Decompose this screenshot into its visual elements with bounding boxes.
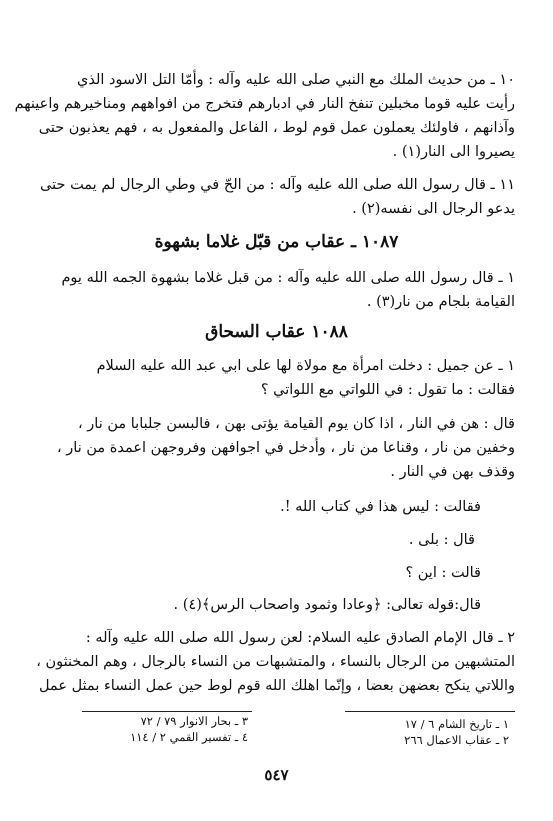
text-line: ٢ ـ قال الإمام الصادق عليه السلام: لعن رسول الله صلى الله عليه وآله : bbox=[85, 630, 515, 646]
section-heading: ١٠٨٨ عقاب السحاق bbox=[205, 322, 348, 342]
text-line: القيامة بلجام من نار(٣) . bbox=[366, 294, 515, 310]
footnote: ٢ ـ عقاب الاعمال ٢٦٦ bbox=[404, 733, 509, 747]
text-line: واللاتي ينكح بعضهن بعضا ، وإنّما اهلك الله قوم لوط حين عمل النساء بمثل عمل bbox=[38, 678, 515, 694]
section-heading: ١٠٨٧ ـ عقاب من قبّل غلاما بشهوة bbox=[154, 232, 399, 252]
text-line: رأيت عليه قوما مخبلين تنفخ النار في ادبارهم فتخرج من افواههم ومناخيرهم واعينهم bbox=[14, 96, 515, 112]
text-line: قال : هن في النار ، اذا كان يوم القيامة يؤتى بهن ، فالبسن جلبابا من نار ، bbox=[77, 416, 515, 432]
text-line: وقذف بهن في النار . bbox=[390, 464, 515, 480]
text-line: يدعو الرجال الى نفسه(٢) . bbox=[352, 201, 515, 217]
page-number: ٥٤٧ bbox=[264, 766, 289, 784]
footnote: ٤ ـ تفسير القمي ٢ / ١١٤ bbox=[130, 730, 248, 744]
footnote-divider bbox=[82, 711, 252, 712]
text-line: يصيروا الى النار(١) . bbox=[392, 144, 515, 160]
dialog-line: فقالت : ليس هذا في كتاب الله !. bbox=[280, 499, 481, 515]
dialog-line: قالت : اين ؟ bbox=[405, 565, 481, 581]
text-line: وآذانهم ، فاولئك يعملون عمل قوم لوط ، الفاعل والمفعول به ، فهم يعذبون حتى bbox=[38, 120, 515, 136]
dialog-line: قال:قوله تعالى: ﴿وعادا وثمود واصحاب الرس﴾(٤) . bbox=[173, 597, 481, 613]
text-line: وخفين من نار ، وقناعا من نار ، وأدخل في اجوافهن وفروجهن اعمدة من نار ، bbox=[57, 440, 515, 456]
footnote: ١ ـ تاريخ الشام ٦ / ١٧ bbox=[404, 717, 509, 731]
text-line: ١٠ ـ من حديث الملك مع النبي صلى الله عليه وآله : وأمّا التل الاسود الذي bbox=[77, 72, 515, 88]
text-line: المتشبهين من الرجال بالنساء ، والمتشبهات من النساء بالرجال ، وهم المخنثون ، bbox=[36, 654, 515, 670]
footnote: ٣ ـ بحار الانوار ٧٩ / ٧٢ bbox=[140, 714, 248, 728]
text-line: ١١ ـ قال رسول الله صلى الله عليه وآله : من الحّ في وطي الرجال لم يمت حتى bbox=[40, 177, 515, 193]
text-line: ١ ـ عن جميل : دخلت امرأة مع مولاة لها على ابي عبد الله عليه السلام bbox=[96, 358, 515, 374]
text-line: فقالت : ما تقول : في اللواتي مع اللواتي ؟ bbox=[260, 382, 515, 398]
text-line: ١ ـ قال رسول الله صلى الله عليه وآله : من قبل غلاما بشهوة الجمه الله يوم bbox=[61, 270, 515, 286]
dialog-line: قال : بلى . bbox=[408, 532, 475, 548]
footnote-divider bbox=[345, 711, 515, 712]
